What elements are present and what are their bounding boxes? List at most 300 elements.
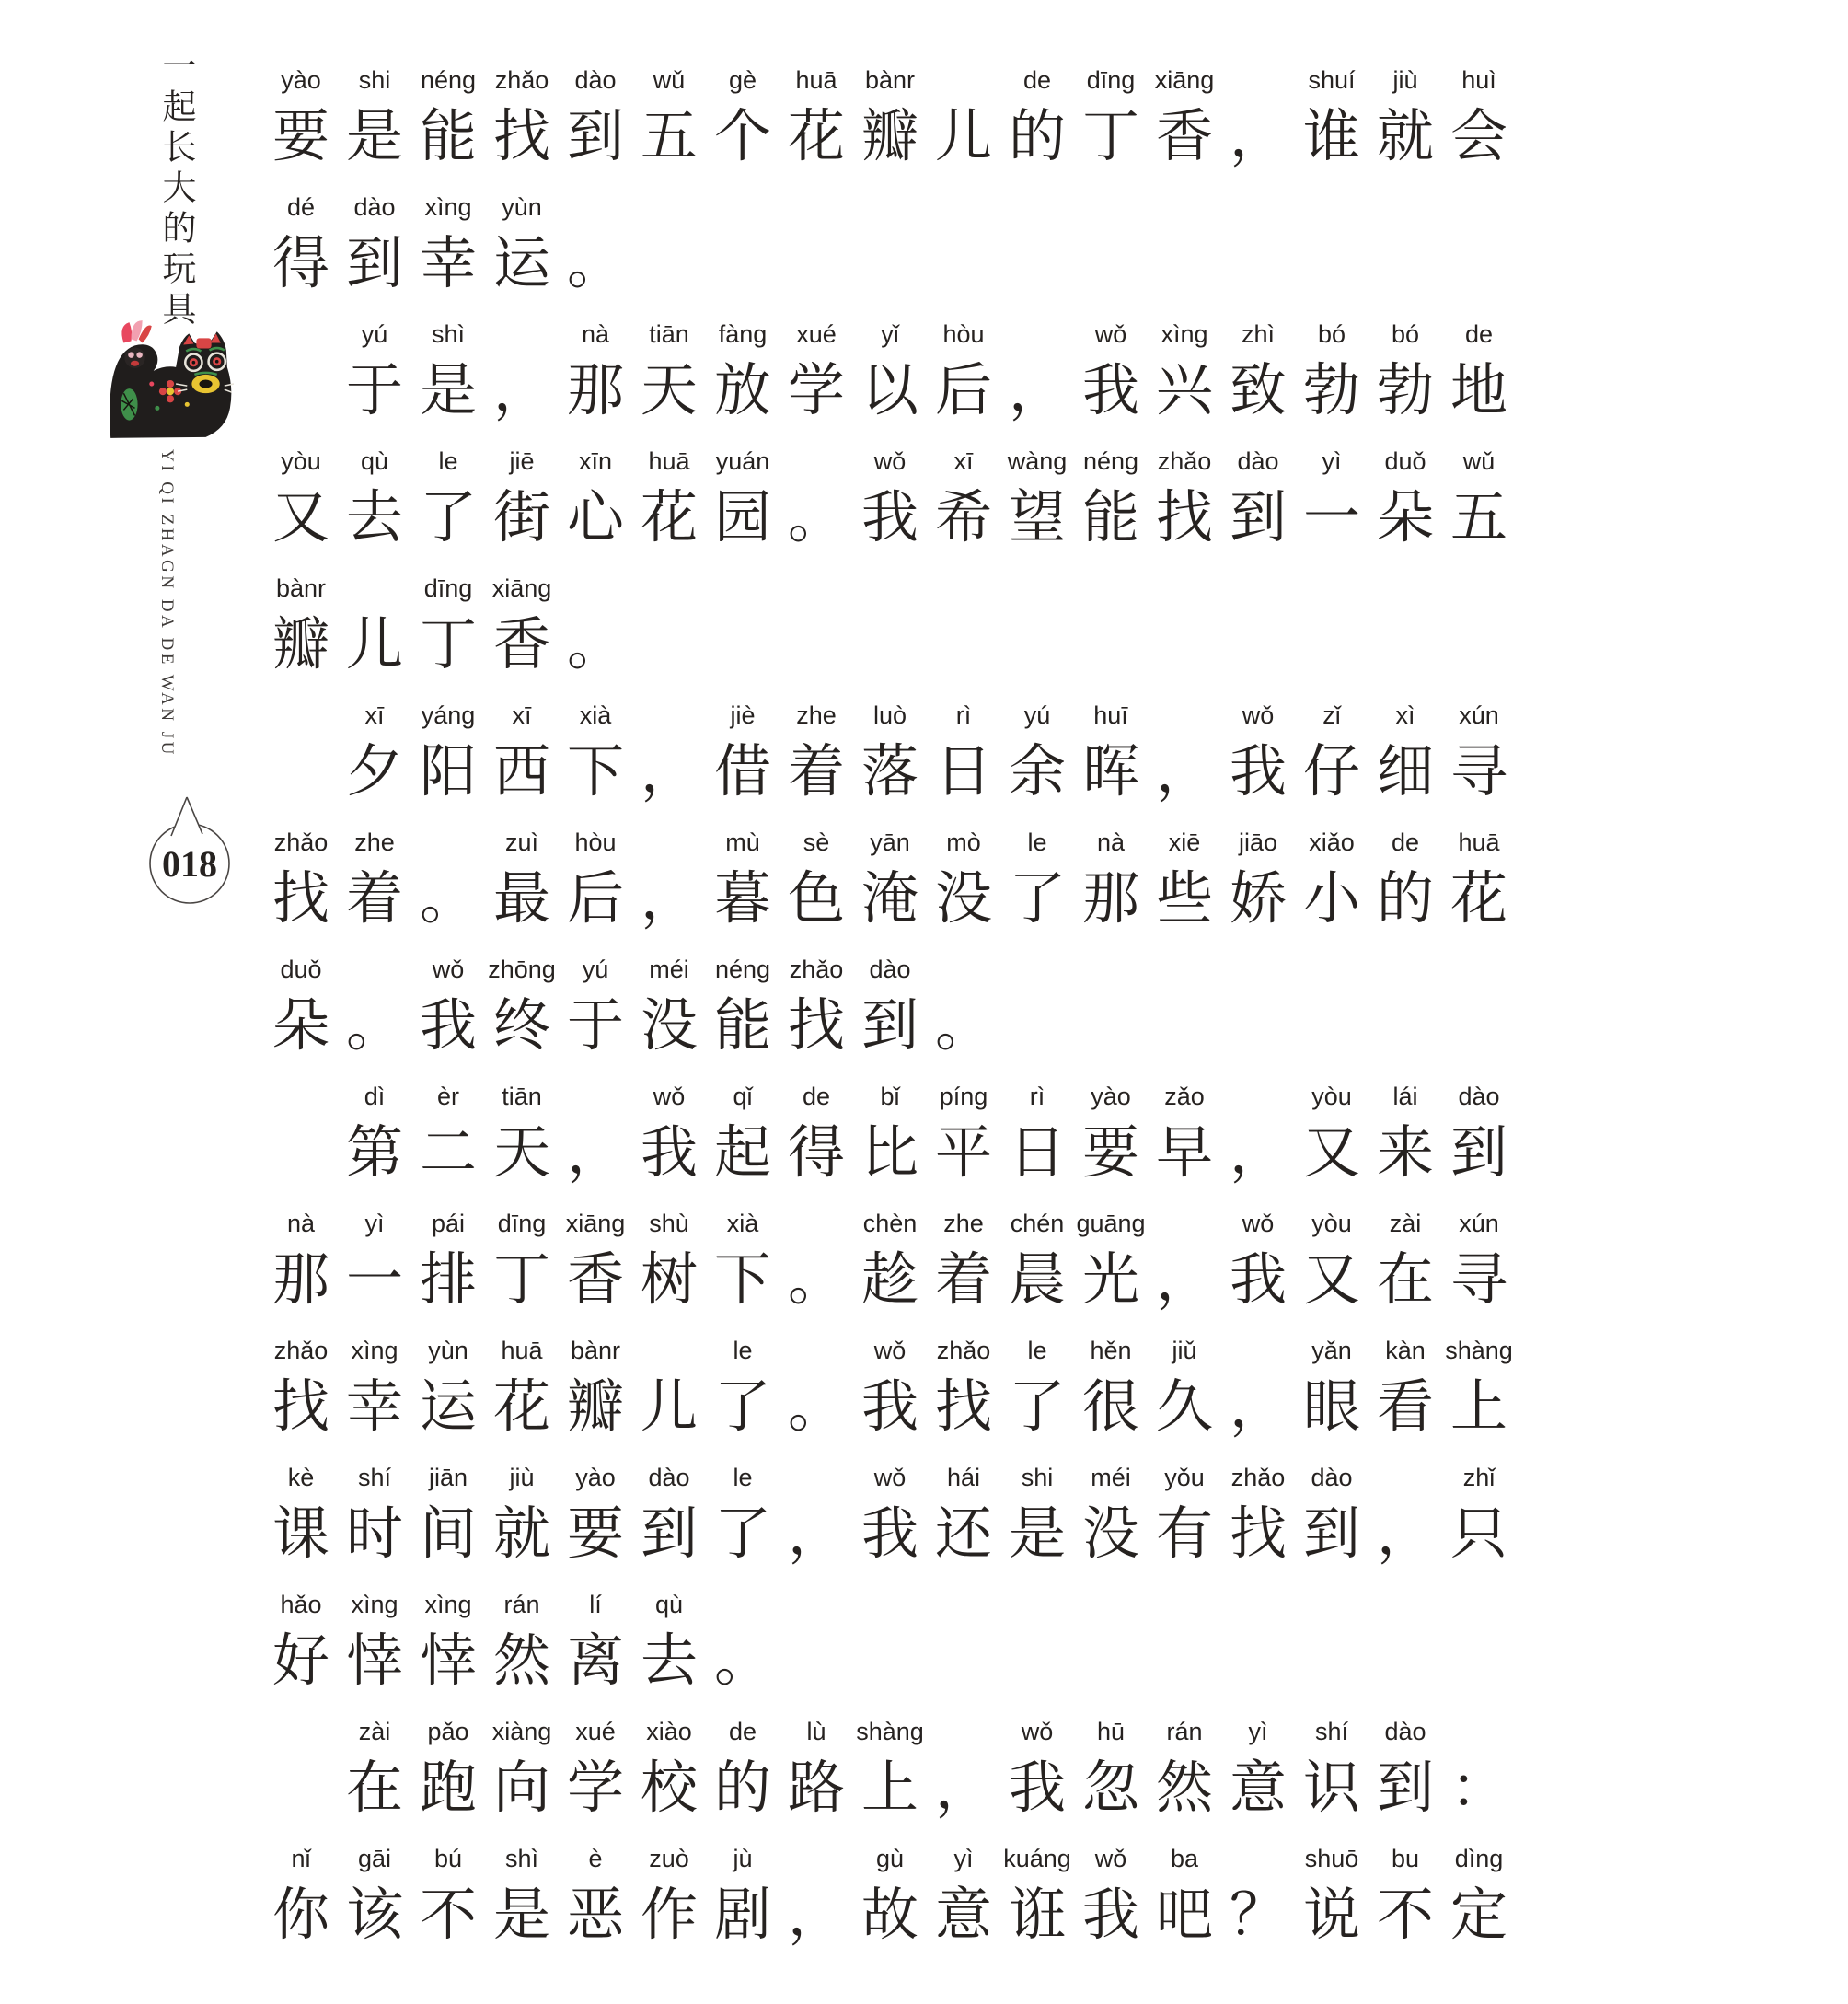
- ruby-cell: [559, 948, 632, 1075]
- ruby-cell: [780, 1710, 853, 1837]
- pinyin-text: jù: [733, 1845, 753, 1872]
- ruby-cell: [780, 1075, 853, 1202]
- ruby-cell: [1295, 1075, 1369, 1202]
- ruby-cell: [1000, 1456, 1074, 1583]
- pinyin-text: gù: [875, 1845, 905, 1872]
- pinyin-text: [1221, 1329, 1295, 1368]
- text-line: [264, 1075, 1553, 1202]
- pinyin-text: [780, 440, 853, 479]
- hanzi-text: 于: [345, 360, 403, 423]
- pinyin-text: [338, 567, 411, 606]
- hanzi-text: 学: [787, 360, 845, 423]
- hanzi-text: ，: [787, 1884, 845, 1947]
- hanzi-text: 运: [492, 233, 550, 295]
- ruby-cell: [411, 1329, 485, 1456]
- ruby-cell: [338, 694, 411, 821]
- pinyin-text: yǎn: [1311, 1337, 1352, 1364]
- pinyin-text: guāng: [1076, 1210, 1146, 1237]
- ruby-cell: [559, 186, 632, 313]
- hanzi-text: 细: [1376, 741, 1434, 804]
- pinyin-text: shuí: [1308, 66, 1356, 94]
- hanzi-text: 是: [492, 1884, 550, 1947]
- pinyin-text: shù: [649, 1210, 689, 1237]
- pinyin-text: tiān: [502, 1083, 542, 1110]
- crest-icon: [121, 320, 151, 342]
- pinyin-text: wàng: [1007, 447, 1068, 475]
- ruby-cell: [780, 313, 853, 440]
- ruby-cell: [927, 1329, 1000, 1456]
- hanzi-text: 找: [492, 106, 550, 168]
- hanzi-text: 我: [1081, 1884, 1139, 1947]
- ruby-cell: [559, 313, 632, 440]
- hanzi-text: 园: [713, 487, 771, 550]
- book-title-latin-vertical: YI QI ZHAGN DA DE WAN JU: [157, 449, 177, 758]
- ruby-cell: [1442, 440, 1516, 567]
- ruby-cell: [632, 1837, 706, 1964]
- hanzi-text: 时: [345, 1503, 403, 1566]
- text-line: [264, 440, 1553, 567]
- hanzi-text: 西: [492, 741, 550, 804]
- hanzi-text: 来: [1376, 1122, 1434, 1185]
- hanzi-text: 说: [1302, 1884, 1360, 1947]
- ruby-cell: [559, 694, 632, 821]
- text-line: [264, 694, 1553, 821]
- pinyin-text: xī: [512, 701, 532, 729]
- hanzi-text: 终: [492, 995, 550, 1058]
- hanzi-text: ，: [1229, 1122, 1287, 1185]
- pinyin-text: [485, 313, 559, 352]
- pinyin-text: yòu: [1311, 1210, 1352, 1237]
- ruby-cell: [1074, 1837, 1148, 1964]
- ruby-cell: [411, 821, 485, 948]
- ruby-cell: [853, 1456, 927, 1583]
- hanzi-text: 久: [1155, 1376, 1213, 1439]
- ruby-cell: [853, 821, 927, 948]
- hanzi-text: 丁: [419, 614, 477, 677]
- pinyin-text: yáng: [421, 701, 476, 729]
- hanzi-text: 晖: [1081, 741, 1139, 804]
- pinyin-text: kè: [287, 1464, 315, 1491]
- ruby-cell: [1442, 1075, 1516, 1202]
- hanzi-text: 故: [860, 1884, 918, 1947]
- pinyin-text: wǒ: [432, 956, 465, 983]
- hanzi-text: 的: [713, 1757, 771, 1820]
- ruby-cell: [1295, 440, 1369, 567]
- text-line: [264, 313, 1553, 440]
- ruby-cell: [1295, 313, 1369, 440]
- text-line: [264, 821, 1553, 948]
- hanzi-text: 了: [419, 487, 477, 550]
- pinyin-text: zhǎo: [494, 66, 549, 94]
- pinyin-text: yùn: [428, 1337, 468, 1364]
- ruby-cell: [853, 1837, 927, 1964]
- hanzi-text: 二: [419, 1122, 477, 1185]
- ruby-cell: [853, 948, 927, 1075]
- pinyin-text: qǐ: [733, 1083, 753, 1110]
- ruby-cell: [927, 1202, 1000, 1329]
- ruby-cell: [1221, 1075, 1295, 1202]
- page-number-bubble: [138, 792, 241, 908]
- pinyin-text: méi: [649, 956, 689, 983]
- hanzi-text: 。: [787, 1249, 845, 1312]
- pinyin-text: zǐ: [1322, 701, 1341, 729]
- ruby-cell: [1148, 821, 1221, 948]
- ruby-cell: [1000, 1837, 1074, 1964]
- pinyin-text: hū: [1096, 1718, 1126, 1745]
- hanzi-text: 勃: [1376, 360, 1434, 423]
- pinyin-text: dìng: [1454, 1845, 1504, 1872]
- pinyin-text: èr: [436, 1083, 459, 1110]
- ruby-cell: [1000, 1329, 1074, 1456]
- hanzi-text: 悻: [419, 1630, 477, 1693]
- ruby-cell: [559, 1583, 632, 1710]
- ruby-cell: [485, 59, 559, 186]
- hanzi-text: 后: [934, 360, 992, 423]
- pinyin-text: yì: [364, 1210, 385, 1237]
- hanzi-text: 早: [1155, 1122, 1213, 1185]
- ruby-cell: [264, 440, 338, 567]
- pinyin-text: de: [1022, 66, 1052, 94]
- hanzi-text: 娇: [1229, 868, 1287, 931]
- pinyin-text: xiāng: [1154, 66, 1215, 94]
- pinyin-text: huā: [648, 447, 690, 475]
- pinyin-text: wǒ: [873, 447, 907, 475]
- hanzi-text: ，: [640, 741, 698, 804]
- hanzi-text: 晨: [1008, 1249, 1066, 1312]
- ruby-cell: [1295, 1202, 1369, 1329]
- ruby-cell: [1221, 313, 1295, 440]
- ruby-cell: [706, 313, 780, 440]
- pinyin-text: bànr: [570, 1337, 621, 1364]
- hanzi-text: 着: [934, 1249, 992, 1312]
- hanzi-text: 小: [1302, 868, 1360, 931]
- hanzi-text: 悻: [345, 1630, 403, 1693]
- pinyin-text: yǐ: [881, 320, 899, 348]
- hanzi-text: 我: [640, 1122, 698, 1185]
- pinyin-text: [1000, 313, 1074, 352]
- pinyin-text: méi: [1091, 1464, 1131, 1491]
- pinyin-text: yuán: [715, 447, 770, 475]
- ruby-cell: [411, 186, 485, 313]
- pinyin-text: dì: [364, 1083, 386, 1110]
- pinyin-text: [559, 186, 632, 225]
- pinyin-text: wǒ: [873, 1337, 907, 1364]
- hanzi-text: 兴: [1155, 360, 1213, 423]
- hanzi-text: 我: [1008, 1757, 1066, 1820]
- ruby-cell: [338, 313, 411, 440]
- ruby-cell: [780, 1329, 853, 1456]
- pinyin-text: dào: [1384, 1718, 1426, 1745]
- pinyin-text: [780, 1329, 853, 1368]
- ruby-cell: [1000, 1075, 1074, 1202]
- ruby-cell: [1369, 821, 1442, 948]
- hanzi-text: 下: [566, 741, 624, 804]
- ruby-cell: [485, 1329, 559, 1456]
- pinyin-text: shí: [1314, 1718, 1349, 1745]
- ruby-cell: [780, 59, 853, 186]
- hanzi-text: 到: [860, 995, 918, 1058]
- ruby-cell: [1442, 1710, 1516, 1837]
- ruby-cell: [706, 59, 780, 186]
- pinyin-text: hái: [946, 1464, 981, 1491]
- hanzi-text: 然: [1155, 1757, 1213, 1820]
- ruby-cell: [485, 1710, 559, 1837]
- pinyin-text: duǒ: [1384, 447, 1426, 475]
- pinyin-text: zài: [358, 1718, 391, 1745]
- ruby-cell: [264, 59, 338, 186]
- hanzi-text: 幸: [419, 233, 477, 295]
- pinyin-text: [780, 1456, 853, 1495]
- hanzi-text: 我: [860, 1376, 918, 1439]
- hanzi-text: 朵: [1376, 487, 1434, 550]
- ruby-cell: [706, 1202, 780, 1329]
- hanzi-text: 了: [1008, 868, 1066, 931]
- pinyin-text: le: [1027, 1337, 1047, 1364]
- hanzi-text: 那: [271, 1249, 329, 1312]
- ruby-cell: [853, 313, 927, 440]
- pinyin-text: zhǎo: [1230, 1464, 1286, 1491]
- hanzi-text: 就: [492, 1503, 550, 1566]
- pinyin-text: zhōng: [488, 956, 556, 983]
- hanzi-text: 落: [860, 741, 918, 804]
- ruby-cell: [1148, 694, 1221, 821]
- hanzi-text: 到: [640, 1503, 698, 1566]
- pinyin-text: píng: [939, 1083, 988, 1110]
- hanzi-text: 。: [787, 1376, 845, 1439]
- hanzi-text: 第: [345, 1122, 403, 1185]
- hanzi-text: 着: [345, 868, 403, 931]
- ruby-cell: [1221, 440, 1295, 567]
- hanzi-text: 。: [934, 995, 992, 1058]
- pinyin-text: hǎo: [280, 1591, 322, 1618]
- text-line: [264, 948, 1553, 1075]
- hanzi-text: 眼: [1302, 1376, 1360, 1439]
- hanzi-text: 我: [860, 487, 918, 550]
- pinyin-text: yì: [1248, 1718, 1268, 1745]
- hanzi-text: 诳: [1008, 1884, 1066, 1947]
- pinyin-text: wǔ: [1462, 447, 1496, 475]
- hanzi-text: 去: [640, 1630, 698, 1693]
- pinyin-text: zhe: [796, 701, 837, 729]
- pinyin-text: yú: [361, 320, 388, 348]
- hanzi-text: 到: [345, 233, 403, 295]
- pinyin-text: zhǐ: [1462, 1464, 1496, 1491]
- pinyin-text: rì: [1029, 1083, 1045, 1110]
- hanzi-text: 淹: [860, 868, 918, 931]
- pinyin-text: yì: [953, 1845, 974, 1872]
- ruby-cell: [1148, 440, 1221, 567]
- pinyin-text: [1148, 694, 1221, 733]
- pinyin-text: de: [1391, 828, 1420, 856]
- pinyin-text: hòu: [942, 320, 985, 348]
- pinyin-text: yào: [1091, 1083, 1131, 1110]
- hanzi-text: 一: [345, 1249, 403, 1312]
- hanzi-text: 找: [1155, 487, 1213, 550]
- ruby-cell: [1295, 1837, 1369, 1964]
- ruby-cell: [1074, 694, 1148, 821]
- ruby-cell: [338, 1583, 411, 1710]
- pinyin-text: jiù: [1392, 66, 1418, 94]
- pinyin-text: dào: [1311, 1464, 1353, 1491]
- pinyin-text: bǐ: [880, 1083, 900, 1110]
- hanzi-text: 的: [1008, 106, 1066, 168]
- hanzi-text: ，: [1008, 360, 1066, 423]
- hanzi-text: 意: [1229, 1757, 1287, 1820]
- pinyin-text: xìng: [424, 193, 472, 221]
- hanzi-text: 向: [492, 1757, 550, 1820]
- ruby-cell: [1074, 59, 1148, 186]
- pinyin-text: [1221, 1837, 1295, 1876]
- hanzi-text: 恶: [566, 1884, 624, 1947]
- pinyin-text: [1221, 59, 1295, 98]
- ruby-cell: [927, 59, 1000, 186]
- hanzi-text: 花: [492, 1376, 550, 1439]
- hanzi-text: 在: [345, 1757, 403, 1820]
- ruby-cell: [1074, 1075, 1148, 1202]
- ruby-cell: [1000, 313, 1074, 440]
- pinyin-text: huā: [501, 1337, 543, 1364]
- ruby-cell: [706, 694, 780, 821]
- pinyin-text: lí: [589, 1591, 602, 1618]
- hanzi-text: 心: [566, 487, 624, 550]
- pinyin-text: zhǎo: [1157, 447, 1212, 475]
- pinyin-text: [780, 1837, 853, 1876]
- ruby-cell: [927, 821, 1000, 948]
- pinyin-text: bó: [1317, 320, 1346, 348]
- pinyin-text: néng: [714, 956, 771, 983]
- hanzi-text: 勃: [1302, 360, 1360, 423]
- text-line: [264, 59, 1553, 186]
- pinyin-text: kàn: [1385, 1337, 1426, 1364]
- pinyin-text: rì: [955, 701, 972, 729]
- ruby-cell: [1442, 313, 1516, 440]
- ruby-cell: [338, 1710, 411, 1837]
- ruby-cell: [485, 567, 559, 694]
- ruby-cell: [927, 1710, 1000, 1837]
- pinyin-text: sè: [803, 828, 830, 856]
- ruby-cell: [1295, 821, 1369, 948]
- ruby-cell: [632, 948, 706, 1075]
- ruby-cell: [485, 1202, 559, 1329]
- pinyin-text: xiǎo: [1309, 828, 1355, 856]
- pinyin-text: jiǔ: [1172, 1337, 1197, 1364]
- hanzi-text: 树: [640, 1249, 698, 1312]
- hanzi-text: 借: [713, 741, 771, 804]
- pinyin-text: yòu: [281, 447, 321, 475]
- hanzi-text: 。: [787, 487, 845, 550]
- hanzi-text: ，: [787, 1503, 845, 1566]
- ruby-cell: [559, 1710, 632, 1837]
- ruby-cell: [1074, 1456, 1148, 1583]
- ruby-cell: [1442, 1202, 1516, 1329]
- hanzi-text: 平: [934, 1122, 992, 1185]
- ruby-cell: [927, 948, 1000, 1075]
- pinyin-text: [338, 948, 411, 987]
- pinyin-text: [559, 567, 632, 606]
- ruby-cell: [1295, 1456, 1369, 1583]
- ruby-cell: [632, 1456, 706, 1583]
- hanzi-text: 路: [787, 1757, 845, 1820]
- ruby-cell: [1369, 440, 1442, 567]
- ruby-cell: [1148, 59, 1221, 186]
- pinyin-text: le: [733, 1464, 753, 1491]
- pinyin-text: shàng: [856, 1718, 924, 1745]
- hanzi-text: 香: [1155, 106, 1213, 168]
- ruby-cell: [927, 313, 1000, 440]
- ruby-cell: [1369, 313, 1442, 440]
- hanzi-text: 剧: [713, 1884, 771, 1947]
- hanzi-text: 只: [1450, 1503, 1507, 1566]
- hanzi-text: 我: [419, 995, 477, 1058]
- ruby-cell: [338, 1075, 411, 1202]
- hanzi-text: 。: [566, 233, 624, 295]
- ruby-cell: [264, 1583, 338, 1710]
- pinyin-text: xià: [726, 1210, 759, 1237]
- pinyin-text: xún: [1459, 701, 1499, 729]
- ruby-cell: [559, 1075, 632, 1202]
- pinyin-text: pái: [431, 1210, 466, 1237]
- ruby-cell: [559, 59, 632, 186]
- hanzi-text: 没: [934, 868, 992, 931]
- ruby-cell: [264, 1837, 338, 1964]
- ruby-cell: [632, 1329, 706, 1456]
- hanzi-text: 。: [713, 1630, 771, 1693]
- pinyin-text: ba: [1170, 1845, 1199, 1872]
- ruby-cell: [485, 186, 559, 313]
- hanzi-text: 香: [492, 614, 550, 677]
- hanzi-text: 了: [713, 1503, 771, 1566]
- pinyin-text: [632, 694, 706, 733]
- ruby-cell: [338, 1456, 411, 1583]
- pinyin-text: xìng: [1161, 320, 1208, 348]
- ruby-cell: [1221, 1710, 1295, 1837]
- ruby-cell: [485, 1075, 559, 1202]
- pinyin-text: de: [1464, 320, 1494, 348]
- ruby-cell: [264, 821, 338, 948]
- ruby-cell: [1369, 1202, 1442, 1329]
- ruby-cell: [485, 948, 559, 1075]
- hanzi-text: 日: [934, 741, 992, 804]
- hanzi-text: 校: [640, 1757, 698, 1820]
- ruby-cell: [632, 1202, 706, 1329]
- hanzi-text: 。: [345, 995, 403, 1058]
- hanzi-text: 希: [934, 487, 992, 550]
- ruby-cell: [780, 1202, 853, 1329]
- hanzi-text: 寻: [1450, 1249, 1507, 1312]
- ruby-cell: [338, 59, 411, 186]
- ruby-cell: [1148, 1456, 1221, 1583]
- ruby-cell: [485, 313, 559, 440]
- pinyin-text: dào: [353, 193, 396, 221]
- ruby-cell: [853, 59, 927, 186]
- hanzi-text: 那: [1081, 868, 1139, 931]
- ruby-cell: [411, 694, 485, 821]
- hanzi-text: 找: [1229, 1503, 1287, 1566]
- hanzi-text: 天: [640, 360, 698, 423]
- hanzi-text: 课: [271, 1503, 329, 1566]
- hanzi-text: 找: [934, 1376, 992, 1439]
- ruby-cell: [927, 1837, 1000, 1964]
- pinyin-text: yùn: [502, 193, 542, 221]
- hanzi-text: 能: [419, 106, 477, 168]
- pinyin-text: jiān: [428, 1464, 468, 1491]
- hanzi-text: 寻: [1450, 741, 1507, 804]
- hanzi-text: 在: [1376, 1249, 1434, 1312]
- pinyin-text: yào: [281, 66, 321, 94]
- ruby-cell: [411, 1202, 485, 1329]
- pinyin-text: zuì: [504, 828, 539, 856]
- ruby-cell: [1074, 1329, 1148, 1456]
